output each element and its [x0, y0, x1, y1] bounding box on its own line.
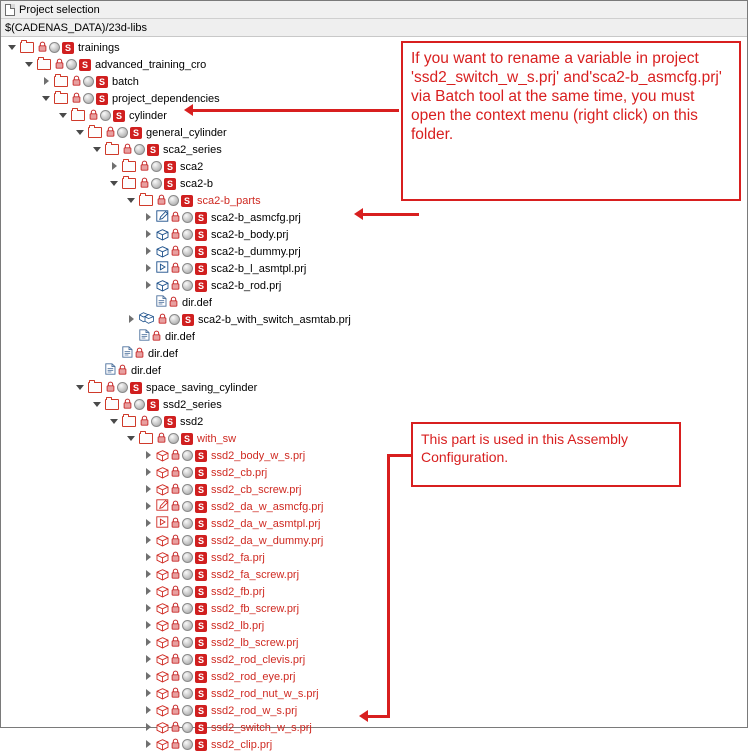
lock-icon	[89, 109, 98, 123]
status-circle-icon	[66, 59, 77, 70]
chevron-right-icon[interactable]	[143, 671, 154, 682]
tree-row[interactable]	[1, 243, 747, 260]
chevron-down-icon[interactable]	[92, 399, 103, 410]
chevron-right-icon[interactable]	[143, 518, 154, 529]
chevron-right-icon[interactable]	[143, 688, 154, 699]
part-cube-icon	[156, 688, 169, 700]
status-circle-icon	[83, 93, 94, 104]
chevron-right-icon[interactable]	[143, 620, 154, 631]
tree-row-label: project_dependencies	[112, 92, 220, 105]
lock-icon	[140, 177, 149, 191]
callout-rename-arrow-2	[361, 213, 419, 216]
status-circle-icon	[151, 178, 162, 189]
tree-row[interactable]	[1, 260, 747, 277]
status-circle-icon	[182, 569, 193, 580]
part-cube-icon	[156, 586, 169, 598]
chevron-down-icon[interactable]	[24, 59, 35, 70]
chevron-right-icon[interactable]	[143, 552, 154, 563]
chevron-down-icon[interactable]	[75, 127, 86, 138]
status-circle-icon	[100, 110, 111, 121]
part-cube-icon	[156, 246, 169, 258]
part-cube-icon	[156, 450, 169, 462]
standard-badge-icon: S	[195, 705, 207, 717]
tree-row[interactable]	[1, 617, 747, 634]
tree-row-label: ssd2_switch_w_s.prj	[211, 721, 312, 734]
chevron-down-icon[interactable]	[7, 42, 18, 53]
path-bar[interactable]	[1, 19, 747, 37]
folder-icon	[105, 144, 119, 155]
lock-icon	[171, 466, 180, 480]
standard-badge-icon: S	[195, 586, 207, 598]
status-circle-icon	[182, 739, 193, 750]
tree-row-label: ssd2_rod_eye.prj	[211, 670, 296, 683]
lock-icon	[157, 194, 166, 208]
chevron-right-icon[interactable]	[143, 467, 154, 478]
asmcfg-edit-icon	[156, 499, 169, 514]
standard-badge-icon: S	[79, 59, 91, 71]
part-cube-icon	[156, 739, 169, 751]
lock-icon	[171, 636, 180, 650]
status-circle-icon	[134, 144, 145, 155]
folder-icon	[122, 161, 136, 172]
status-circle-icon	[117, 127, 128, 138]
chevron-right-icon[interactable]	[126, 314, 137, 325]
part-cube-icon	[156, 603, 169, 615]
tree-row-label: sca2_series	[163, 143, 222, 156]
callout-rename-arrowhead-1	[184, 104, 193, 116]
chevron-right-icon[interactable]	[143, 603, 154, 614]
status-circle-icon	[182, 603, 193, 614]
path-text: $(CADENAS_DATA)/23d-libs	[5, 21, 148, 34]
part-cube-icon	[156, 722, 169, 734]
lock-icon	[171, 585, 180, 599]
tree-row-label: ssd2_lb_screw.prj	[211, 636, 299, 649]
callout-assembly-text: This part is used in this Assembly Configuration.	[421, 431, 628, 465]
tree-row[interactable]	[1, 362, 747, 379]
chevron-right-icon[interactable]	[143, 637, 154, 648]
tree-row[interactable]	[1, 345, 747, 362]
standard-badge-icon: S	[181, 433, 193, 445]
status-circle-icon	[134, 399, 145, 410]
chevron-right-icon[interactable]	[143, 705, 154, 716]
standard-badge-icon: S	[195, 246, 207, 258]
asmtpl-play-icon	[156, 261, 169, 276]
chevron-right-icon[interactable]	[143, 212, 154, 223]
status-circle-icon	[49, 42, 60, 53]
tree-row-label: sca2-b_asmcfg.prj	[211, 211, 301, 224]
folder-icon	[71, 110, 85, 121]
lock-icon	[72, 75, 81, 89]
chevron-right-icon[interactable]	[143, 654, 154, 665]
part-cube-icon	[156, 229, 169, 241]
file-doc-icon	[156, 295, 167, 310]
tree-row-label: ssd2_body_w_s.prj	[211, 449, 306, 462]
standard-badge-icon: S	[195, 620, 207, 632]
standard-badge-icon: S	[195, 722, 207, 734]
window-titlebar	[1, 1, 747, 19]
callout-rename-arrowhead-2	[354, 208, 363, 220]
tree-row-label: ssd2_fb.prj	[211, 585, 265, 598]
tree-row[interactable]	[1, 515, 747, 532]
status-circle-icon	[151, 161, 162, 172]
lock-icon	[171, 704, 180, 718]
tree-row-label: ssd2_rod_w_s.prj	[211, 704, 298, 717]
lock-icon	[171, 517, 180, 531]
status-circle-icon	[182, 637, 193, 648]
chevron-right-icon[interactable]	[143, 739, 154, 750]
folder-icon	[88, 127, 102, 138]
lock-icon	[171, 721, 180, 735]
tree-row-label: with_sw	[197, 432, 237, 445]
lock-icon	[152, 330, 161, 344]
standard-badge-icon: S	[195, 280, 207, 292]
lock-icon	[171, 551, 180, 565]
lock-icon	[171, 228, 180, 242]
lock-icon	[158, 313, 167, 327]
tree-row-label: ssd2_cb.prj	[211, 466, 268, 479]
chevron-right-icon[interactable]	[143, 280, 154, 291]
lock-icon	[38, 41, 47, 55]
file-doc-icon	[105, 363, 116, 378]
chevron-right-icon[interactable]	[143, 535, 154, 546]
part-cube-icon	[156, 671, 169, 683]
lock-icon	[171, 653, 180, 667]
status-circle-icon	[182, 654, 193, 665]
tree-row[interactable]	[1, 634, 747, 651]
tree-row[interactable]	[1, 209, 747, 226]
folder-icon	[54, 93, 68, 104]
status-circle-icon	[182, 484, 193, 495]
window-title: Project selection	[19, 3, 100, 16]
standard-badge-icon: S	[195, 535, 207, 547]
standard-badge-icon: S	[195, 654, 207, 666]
lock-icon	[171, 534, 180, 548]
standard-badge-icon: S	[195, 518, 207, 530]
tree-row[interactable]	[1, 226, 747, 243]
tree-row[interactable]	[1, 532, 747, 549]
tree-row-label: sca2-b_parts	[197, 194, 261, 207]
tree-row-label: dir.def	[165, 330, 195, 343]
chevron-down-icon[interactable]	[58, 110, 69, 121]
folder-icon	[139, 433, 153, 444]
standard-badge-icon: S	[164, 178, 176, 190]
chevron-right-icon[interactable]	[143, 484, 154, 495]
part-cube-icon	[156, 569, 169, 581]
folder-icon	[122, 178, 136, 189]
folder-icon	[105, 399, 119, 410]
tree-row-label: space_saving_cylinder	[146, 381, 258, 394]
status-circle-icon	[182, 586, 193, 597]
tree-row-label: ssd2_clip.prj	[211, 738, 273, 751]
tree-row[interactable]	[1, 583, 747, 600]
folder-icon	[54, 76, 68, 87]
status-circle-icon	[117, 382, 128, 393]
chevron-right-icon[interactable]	[143, 450, 154, 461]
status-circle-icon	[182, 620, 193, 631]
tree-row[interactable]	[1, 311, 747, 328]
tree-row[interactable]	[1, 736, 747, 753]
tree-row[interactable]	[1, 685, 747, 702]
status-circle-icon	[182, 280, 193, 291]
standard-badge-icon: S	[195, 263, 207, 275]
tree-row-label: ssd2_rod_clevis.prj	[211, 653, 306, 666]
chevron-right-icon[interactable]	[143, 569, 154, 580]
lock-icon	[140, 160, 149, 174]
callout-assembly-arrow-top	[387, 454, 411, 457]
tree-row[interactable]	[1, 651, 747, 668]
chevron-right-icon[interactable]	[143, 586, 154, 597]
tree-row-label: dir.def	[131, 364, 161, 377]
standard-badge-icon: S	[147, 399, 159, 411]
callout-rename-arrow-1	[191, 109, 399, 112]
standard-badge-icon: S	[195, 637, 207, 649]
standard-badge-icon: S	[130, 382, 142, 394]
lock-icon	[123, 398, 132, 412]
lock-icon	[106, 126, 115, 140]
lock-icon	[171, 619, 180, 633]
chevron-right-icon[interactable]	[143, 501, 154, 512]
tree-row-label: ssd2_series	[163, 398, 222, 411]
chevron-right-icon[interactable]	[41, 76, 52, 87]
lock-icon	[72, 92, 81, 106]
lock-icon	[171, 670, 180, 684]
lock-icon	[171, 602, 180, 616]
status-circle-icon	[182, 705, 193, 716]
tree-row[interactable]	[1, 379, 747, 396]
tree-row[interactable]	[1, 328, 747, 345]
status-circle-icon	[83, 76, 94, 87]
lock-icon	[171, 211, 180, 225]
assembly-cubes-icon	[139, 312, 156, 327]
standard-badge-icon: S	[195, 212, 207, 224]
tree-row-label: sca2-b	[180, 177, 214, 190]
lock-icon	[171, 500, 180, 514]
folder-icon	[139, 195, 153, 206]
tree-row[interactable]	[1, 396, 747, 413]
callout-rename-text: If you want to rename a variable in project 'ssd2_switch_w_s.prj' and'sca2-b_asmcfg.prj' via Batch tool at the same time, you must open the context menu (right click) on this folder.	[411, 50, 722, 143]
status-circle-icon	[168, 433, 179, 444]
lock-icon	[157, 432, 166, 446]
tree-row[interactable]	[1, 600, 747, 617]
tree-row-label: ssd2_lb.prj	[211, 619, 265, 632]
lock-icon	[171, 568, 180, 582]
tree-row-label: sca2-b_with_switch_asmtab.prj	[198, 313, 351, 326]
tree-row-label: sca2-b_body.prj	[211, 228, 289, 241]
part-cube-icon	[156, 280, 169, 292]
tree-row-label: sca2	[180, 160, 204, 173]
tree-row-label: cylinder	[129, 109, 167, 122]
tree-row[interactable]	[1, 277, 747, 294]
folder-icon	[122, 416, 136, 427]
tree-row[interactable]	[1, 549, 747, 566]
standard-badge-icon: S	[195, 671, 207, 683]
lock-icon	[171, 687, 180, 701]
tree-row-label: ssd2_da_w_asmcfg.prj	[211, 500, 324, 513]
tree-row-label: advanced_training_cro	[95, 58, 207, 71]
standard-badge-icon: S	[147, 144, 159, 156]
lock-icon	[118, 364, 127, 378]
status-circle-icon	[182, 467, 193, 478]
tree-row-label: ssd2_fb_screw.prj	[211, 602, 300, 615]
status-circle-icon	[182, 552, 193, 563]
lock-icon	[135, 347, 144, 361]
status-circle-icon	[182, 688, 193, 699]
part-cube-icon	[156, 705, 169, 717]
status-circle-icon	[182, 450, 193, 461]
chevron-right-icon[interactable]	[143, 246, 154, 257]
standard-badge-icon: S	[195, 501, 207, 513]
standard-badge-icon: S	[195, 450, 207, 462]
tree-row[interactable]	[1, 668, 747, 685]
status-circle-icon	[182, 246, 193, 257]
callout-assembly-arrow-bottom	[366, 715, 390, 718]
part-cube-icon	[156, 535, 169, 547]
tree-row-label: ssd2_cb_screw.prj	[211, 483, 302, 496]
lock-icon	[171, 738, 180, 752]
document-icon	[5, 4, 15, 16]
chevron-down-icon[interactable]	[126, 433, 137, 444]
lock-icon	[171, 279, 180, 293]
lock-icon	[171, 449, 180, 463]
lock-icon	[171, 483, 180, 497]
callout-assembly-arrowhead	[359, 710, 368, 722]
lock-icon	[171, 262, 180, 276]
chevron-down-icon[interactable]	[92, 144, 103, 155]
callout-rename-note	[401, 41, 741, 201]
tree-row-label: ssd2	[180, 415, 204, 428]
tree-row-label: ssd2_fa_screw.prj	[211, 568, 300, 581]
tree-row[interactable]	[1, 498, 747, 515]
tree-row-label: dir.def	[148, 347, 178, 360]
standard-badge-icon: S	[195, 467, 207, 479]
standard-badge-icon: S	[195, 552, 207, 564]
tree-row-label: ssd2_fa.prj	[211, 551, 265, 564]
chevron-right-icon[interactable]	[143, 263, 154, 274]
status-circle-icon	[182, 212, 193, 223]
standard-badge-icon: S	[182, 314, 194, 326]
chevron-down-icon[interactable]	[75, 382, 86, 393]
part-cube-icon	[156, 467, 169, 479]
status-circle-icon	[151, 416, 162, 427]
tree-row[interactable]	[1, 719, 747, 736]
chevron-right-icon[interactable]	[109, 161, 120, 172]
tree-row-label: sca2-b_dummy.prj	[211, 245, 301, 258]
asmtpl-play-icon	[156, 516, 169, 531]
standard-badge-icon: S	[195, 484, 207, 496]
status-circle-icon	[182, 722, 193, 733]
part-cube-icon	[156, 620, 169, 632]
status-circle-icon	[182, 535, 193, 546]
part-cube-icon	[156, 637, 169, 649]
asmcfg-edit-icon	[156, 210, 169, 225]
standard-badge-icon: S	[195, 569, 207, 581]
tree-row-label: general_cylinder	[146, 126, 227, 139]
tree-row-label: ssd2_da_w_dummy.prj	[211, 534, 324, 547]
standard-badge-icon: S	[62, 42, 74, 54]
callout-assembly-note	[411, 422, 681, 487]
folder-icon	[20, 42, 34, 53]
status-circle-icon	[182, 501, 193, 512]
tree-row-label: ssd2_da_w_asmtpl.prj	[211, 517, 321, 530]
lock-icon	[55, 58, 64, 72]
tree-row-label: batch	[112, 75, 139, 88]
folder-icon	[37, 59, 51, 70]
tree-row-label: sca2-b_rod.prj	[211, 279, 282, 292]
tree-row-label: trainings	[78, 41, 120, 54]
file-doc-icon	[122, 346, 133, 361]
chevron-right-icon[interactable]	[143, 722, 154, 733]
standard-badge-icon: S	[195, 229, 207, 241]
status-circle-icon	[182, 671, 193, 682]
tree-row[interactable]	[1, 294, 747, 311]
lock-icon	[106, 381, 115, 395]
lock-icon	[171, 245, 180, 259]
status-circle-icon	[169, 314, 180, 325]
folder-icon	[88, 382, 102, 393]
chevron-down-icon[interactable]	[41, 93, 52, 104]
part-cube-icon	[156, 552, 169, 564]
tree-row[interactable]	[1, 566, 747, 583]
lock-icon	[140, 415, 149, 429]
standard-badge-icon: S	[164, 161, 176, 173]
standard-badge-icon: S	[195, 603, 207, 615]
file-doc-icon	[139, 329, 150, 344]
standard-badge-icon: S	[96, 76, 108, 88]
standard-badge-icon: S	[113, 110, 125, 122]
standard-badge-icon: S	[181, 195, 193, 207]
part-cube-icon	[156, 484, 169, 496]
status-circle-icon	[182, 518, 193, 529]
tree-row-label: sca2-b_l_asmtpl.prj	[211, 262, 307, 275]
chevron-down-icon[interactable]	[109, 178, 120, 189]
lock-icon	[169, 296, 178, 310]
chevron-right-icon[interactable]	[143, 229, 154, 240]
standard-badge-icon: S	[164, 416, 176, 428]
tree-row-label: ssd2_rod_nut_w_s.prj	[211, 687, 319, 700]
chevron-down-icon[interactable]	[126, 195, 137, 206]
standard-badge-icon: S	[130, 127, 142, 139]
standard-badge-icon: S	[195, 739, 207, 751]
standard-badge-icon: S	[96, 93, 108, 105]
tree-row-label: dir.def	[182, 296, 212, 309]
status-circle-icon	[182, 263, 193, 274]
lock-icon	[123, 143, 132, 157]
chevron-down-icon[interactable]	[109, 416, 120, 427]
standard-badge-icon: S	[195, 688, 207, 700]
status-circle-icon	[182, 229, 193, 240]
part-cube-icon	[156, 654, 169, 666]
status-circle-icon	[168, 195, 179, 206]
callout-assembly-arrow-vertical	[387, 454, 390, 718]
